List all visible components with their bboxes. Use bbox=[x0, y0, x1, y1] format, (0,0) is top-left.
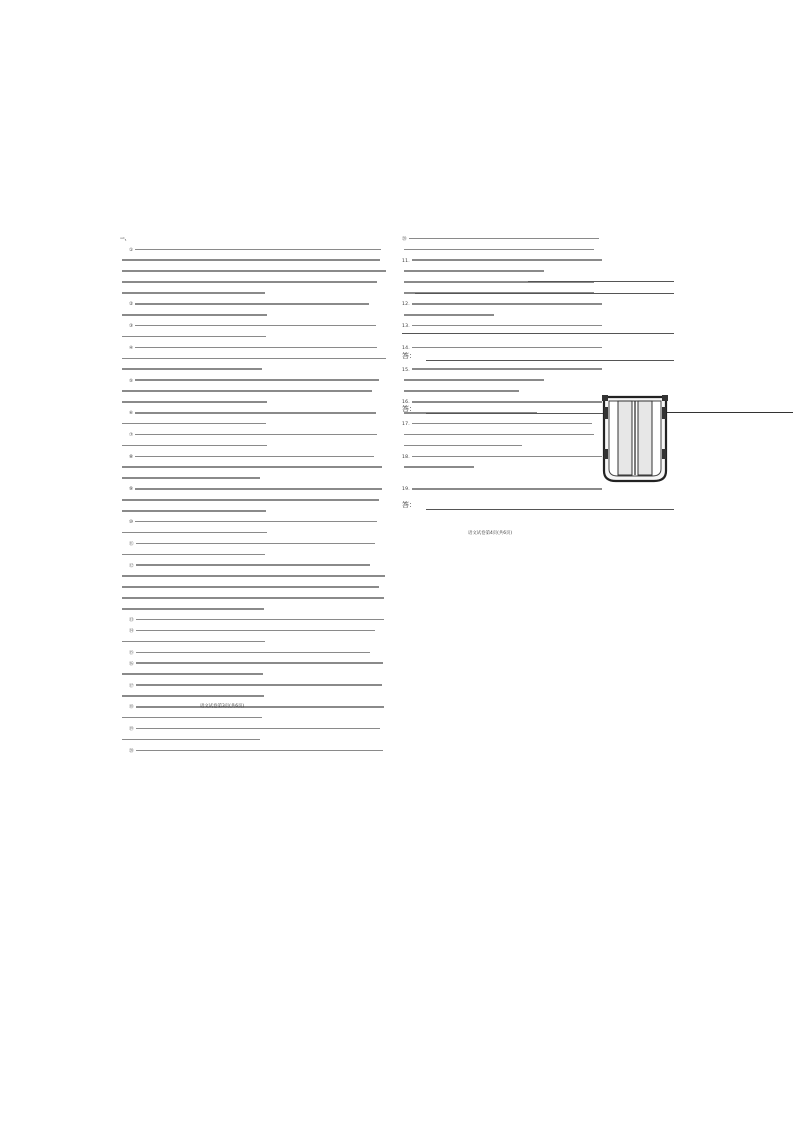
text-run bbox=[122, 717, 262, 719]
text-run bbox=[136, 564, 370, 566]
paragraph-line bbox=[120, 584, 392, 595]
text-run bbox=[122, 466, 382, 468]
question-number: 18. bbox=[402, 454, 410, 460]
paragraph-line bbox=[120, 551, 392, 562]
question-number: 14. bbox=[402, 345, 410, 351]
paragraph-line bbox=[120, 453, 392, 464]
text-run bbox=[404, 434, 594, 436]
text-run bbox=[412, 401, 602, 403]
paragraph-marker: ⑯ bbox=[129, 661, 134, 667]
text-run bbox=[122, 292, 265, 294]
answer-line-c[interactable] bbox=[402, 333, 674, 334]
text-run bbox=[135, 249, 381, 251]
text-run bbox=[122, 499, 379, 501]
text-run bbox=[135, 521, 377, 523]
text-run bbox=[122, 358, 386, 360]
paragraph-marker: ⑤ bbox=[129, 378, 134, 384]
paragraph-line bbox=[120, 485, 392, 496]
question-line bbox=[402, 322, 674, 333]
text-run bbox=[122, 281, 377, 283]
text-run bbox=[404, 466, 474, 468]
text-run bbox=[122, 532, 267, 534]
paragraph-marker: ⑭ bbox=[129, 629, 134, 635]
paragraph-line bbox=[120, 246, 392, 257]
text-run bbox=[412, 347, 602, 349]
paragraph-line bbox=[120, 442, 392, 453]
question-number: 16. bbox=[402, 400, 410, 406]
question-number: 17. bbox=[402, 422, 410, 428]
question-number: 19. bbox=[402, 487, 410, 493]
question-line bbox=[402, 235, 674, 246]
text-run bbox=[404, 270, 544, 272]
paragraph-marker: ⑳ bbox=[129, 748, 134, 754]
text-run bbox=[135, 325, 376, 327]
text-run bbox=[136, 750, 383, 752]
answer-line-a[interactable] bbox=[528, 281, 674, 282]
paragraph-line bbox=[120, 703, 392, 714]
illustration-frame bbox=[600, 393, 670, 485]
paragraph-line bbox=[120, 475, 392, 486]
question-number: 15. bbox=[402, 367, 410, 373]
text-run bbox=[136, 706, 384, 708]
answer-line-2[interactable] bbox=[426, 413, 606, 414]
question-line bbox=[402, 300, 674, 311]
paragraph-marker: ⑬ bbox=[129, 618, 134, 624]
question-line bbox=[402, 311, 674, 322]
answer-label-3: 答： bbox=[402, 501, 416, 509]
paragraph-marker: ⑮ bbox=[129, 650, 134, 656]
text-run bbox=[122, 673, 263, 675]
text-run bbox=[122, 575, 385, 577]
text-run bbox=[136, 543, 375, 545]
paragraph-line bbox=[120, 616, 392, 627]
text-run bbox=[122, 401, 267, 403]
answer-line-3[interactable] bbox=[426, 509, 674, 510]
paragraph-line bbox=[120, 605, 392, 616]
question-line bbox=[402, 485, 674, 496]
text-run bbox=[122, 270, 386, 272]
answer-label-1: 答： bbox=[402, 352, 416, 360]
paragraph-line bbox=[120, 377, 392, 388]
paragraph-line bbox=[120, 355, 392, 366]
text-run bbox=[122, 336, 266, 338]
paragraph-marker: ⑱ bbox=[129, 705, 134, 711]
text-run bbox=[135, 379, 379, 381]
paragraph-marker: ④ bbox=[129, 345, 134, 351]
text-run bbox=[122, 739, 260, 741]
text-run bbox=[136, 662, 383, 664]
paragraph-line bbox=[120, 409, 392, 420]
answer-line-b[interactable] bbox=[415, 293, 674, 294]
answer-label-2: 答： bbox=[402, 405, 416, 413]
paragraph-line bbox=[120, 562, 392, 573]
text-run bbox=[412, 423, 592, 425]
paragraph-line bbox=[120, 398, 392, 409]
paragraph-line bbox=[120, 344, 392, 355]
text-run bbox=[412, 325, 602, 327]
text-run bbox=[412, 259, 602, 261]
question-line bbox=[402, 289, 674, 300]
paragraph-line bbox=[120, 518, 392, 529]
text-run bbox=[404, 314, 494, 316]
paragraph-line bbox=[120, 507, 392, 518]
paragraph-marker: ⑲ bbox=[129, 727, 134, 733]
paragraph-line bbox=[120, 627, 392, 638]
text-run bbox=[136, 619, 384, 621]
question-number: ⑳ bbox=[402, 237, 407, 242]
left-column bbox=[120, 235, 392, 758]
text-run bbox=[122, 314, 267, 316]
paragraph-line bbox=[120, 268, 392, 279]
paragraph-marker: ⑥ bbox=[129, 411, 134, 417]
text-run bbox=[136, 630, 375, 632]
text-run bbox=[122, 641, 265, 643]
text-run bbox=[412, 488, 602, 490]
paragraph-marker: ⑫ bbox=[129, 563, 134, 569]
text-run bbox=[409, 238, 599, 240]
answer-line-1[interactable] bbox=[426, 360, 674, 361]
paragraph-line bbox=[120, 638, 392, 649]
paragraph-line bbox=[120, 279, 392, 290]
text-run bbox=[404, 379, 544, 381]
text-run bbox=[136, 728, 380, 730]
text-run bbox=[136, 684, 382, 686]
paragraph-line bbox=[120, 420, 392, 431]
paragraph-line bbox=[120, 573, 392, 584]
paragraph-line bbox=[120, 387, 392, 398]
text-run bbox=[412, 303, 602, 305]
paragraph-marker: ⑪ bbox=[129, 541, 134, 547]
text-run bbox=[135, 303, 369, 305]
text-run bbox=[122, 259, 380, 261]
paragraph-marker: ③ bbox=[129, 324, 134, 330]
paragraph-line bbox=[120, 311, 392, 322]
text-run bbox=[122, 477, 260, 479]
text-run bbox=[122, 554, 265, 556]
question-line bbox=[402, 344, 674, 355]
paragraph-line bbox=[120, 322, 392, 333]
paragraph-line bbox=[120, 529, 392, 540]
paragraph-line bbox=[120, 649, 392, 660]
paragraph-line bbox=[120, 594, 392, 605]
text-run bbox=[412, 456, 602, 458]
text-run bbox=[135, 488, 382, 490]
paragraph-line bbox=[120, 736, 392, 747]
question-number: 13. bbox=[402, 324, 410, 330]
paragraph-marker: ⑨ bbox=[129, 487, 134, 493]
text-run bbox=[122, 368, 262, 370]
paragraph-line bbox=[120, 289, 392, 300]
text-run bbox=[135, 412, 376, 414]
paragraph-line bbox=[120, 747, 392, 758]
text-run bbox=[404, 445, 522, 447]
right-footer: 语文试卷第4页(共6页) bbox=[468, 531, 513, 536]
paragraph-line bbox=[120, 660, 392, 671]
paragraph-line bbox=[120, 257, 392, 268]
section-heading: 一、 bbox=[120, 237, 130, 242]
paragraph-line bbox=[120, 692, 392, 703]
paragraph-line bbox=[120, 300, 392, 311]
paragraph-marker: ⑰ bbox=[129, 683, 134, 689]
spacer bbox=[402, 333, 674, 344]
text-run bbox=[404, 249, 594, 251]
text-run bbox=[122, 390, 372, 392]
left-footer: 语文试卷第3页(共6页) bbox=[200, 704, 245, 709]
paragraph-line bbox=[120, 725, 392, 736]
text-run bbox=[122, 423, 266, 425]
paragraph-marker: ⑩ bbox=[129, 520, 134, 526]
paragraph-marker: ② bbox=[129, 302, 134, 308]
question-line bbox=[402, 257, 674, 268]
text-run bbox=[122, 586, 379, 588]
paragraph-line bbox=[120, 464, 392, 475]
question-line bbox=[402, 268, 674, 279]
text-run bbox=[122, 597, 384, 599]
paragraph-line bbox=[120, 540, 392, 551]
text-run bbox=[135, 434, 377, 436]
paragraph-marker: ⑧ bbox=[129, 454, 134, 460]
question-line bbox=[402, 246, 674, 257]
text-run bbox=[135, 347, 377, 349]
paragraph-line bbox=[120, 366, 392, 377]
text-run bbox=[122, 445, 267, 447]
paragraph-line bbox=[120, 496, 392, 507]
text-run bbox=[135, 456, 374, 458]
text-run bbox=[412, 368, 602, 370]
text-run bbox=[122, 510, 266, 512]
text-run bbox=[122, 695, 264, 697]
paragraph-line bbox=[120, 431, 392, 442]
text-run bbox=[122, 608, 264, 610]
paragraph-marker: ① bbox=[129, 247, 134, 253]
paragraph-line bbox=[120, 333, 392, 344]
text-run bbox=[136, 652, 370, 654]
text-run bbox=[404, 390, 519, 392]
paragraph-line bbox=[120, 671, 392, 682]
question-number: 12. bbox=[402, 302, 410, 308]
question-number: 11. bbox=[402, 258, 410, 264]
paragraph-marker: ⑦ bbox=[129, 433, 134, 439]
paragraph-line bbox=[120, 682, 392, 693]
question-line bbox=[402, 377, 674, 388]
question-line bbox=[402, 366, 674, 377]
paragraph-line bbox=[120, 714, 392, 725]
